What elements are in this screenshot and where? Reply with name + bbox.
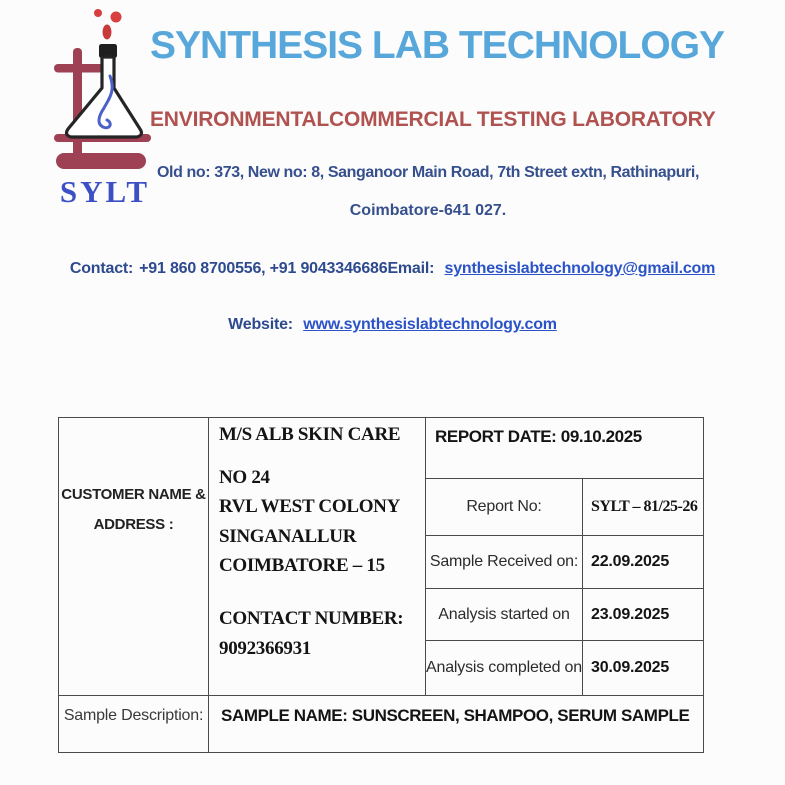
address-line: NO 24 — [219, 467, 270, 488]
report-no-label: Report No: — [426, 479, 583, 536]
report-date-cell: REPORT DATE: 09.10.2025 — [426, 418, 704, 479]
customer-label-line2: ADDRESS : — [93, 516, 174, 533]
analysis-completed-value: 30.09.2025 — [583, 641, 704, 696]
website-label: Website: — [228, 316, 293, 333]
table-row — [59, 696, 704, 753]
website-link[interactable]: www.synthesislabtechnology.com — [303, 316, 557, 333]
letterhead — [150, 24, 725, 220]
email-label: Email: — [387, 260, 435, 277]
contact-line — [0, 260, 785, 278]
sample-description-value: SAMPLE NAME: SUNSCREEN, SHAMPOO, SERUM SAMPLE — [209, 696, 704, 753]
analysis-completed-label: Analysis completed on — [426, 641, 583, 696]
contact-numbers: +91 860 8700556, +91 9043346686 — [139, 260, 388, 277]
company-address-line1: Old no: 373, New no: 8, Sanganoor Main Road, 7th Street extn, Rathinapuri, — [156, 164, 700, 181]
email-link[interactable]: synthesislabtechnology@gmail.com — [444, 260, 716, 277]
company-address-line2: Coimbatore-641 027. — [349, 202, 507, 219]
customer-address-cell — [209, 418, 426, 696]
company-title: SYNTHESIS LAB TECHNOLOGY — [150, 24, 725, 67]
contact-label: Contact: — [69, 260, 134, 277]
analysis-started-value: 23.09.2025 — [583, 589, 704, 641]
customer-contact-block — [219, 604, 421, 665]
company-subtitle: ENVIRONMENTALCOMMERCIAL TESTING LABORATORY — [150, 108, 716, 131]
address-line: RVL WEST COLONY — [219, 496, 401, 518]
sample-received-label: Sample Received on: — [426, 536, 583, 589]
address-line: COIMBATORE – 15 — [219, 555, 385, 577]
contact-number-value: 9092366931 — [219, 638, 312, 660]
logo-acronym: SYLT — [59, 174, 151, 209]
sample-received-value: 22.09.2025 — [583, 536, 704, 589]
report-no-value: SYLT – 81/25-26 — [583, 479, 704, 536]
report-details-table — [58, 417, 704, 753]
customer-address-lines — [219, 463, 421, 581]
website-line — [0, 316, 785, 334]
sample-description-label: Sample Description: — [59, 696, 209, 753]
contact-number-label: CONTACT NUMBER: — [219, 607, 404, 629]
analysis-started-label: Analysis started on — [426, 589, 583, 641]
customer-name-address-label — [59, 418, 209, 696]
address-line: SINGANALLUR — [219, 525, 357, 547]
customer-name: M/S ALB SKIN CARE — [219, 424, 401, 445]
customer-label-line1: CUSTOMER NAME & — [61, 486, 206, 503]
